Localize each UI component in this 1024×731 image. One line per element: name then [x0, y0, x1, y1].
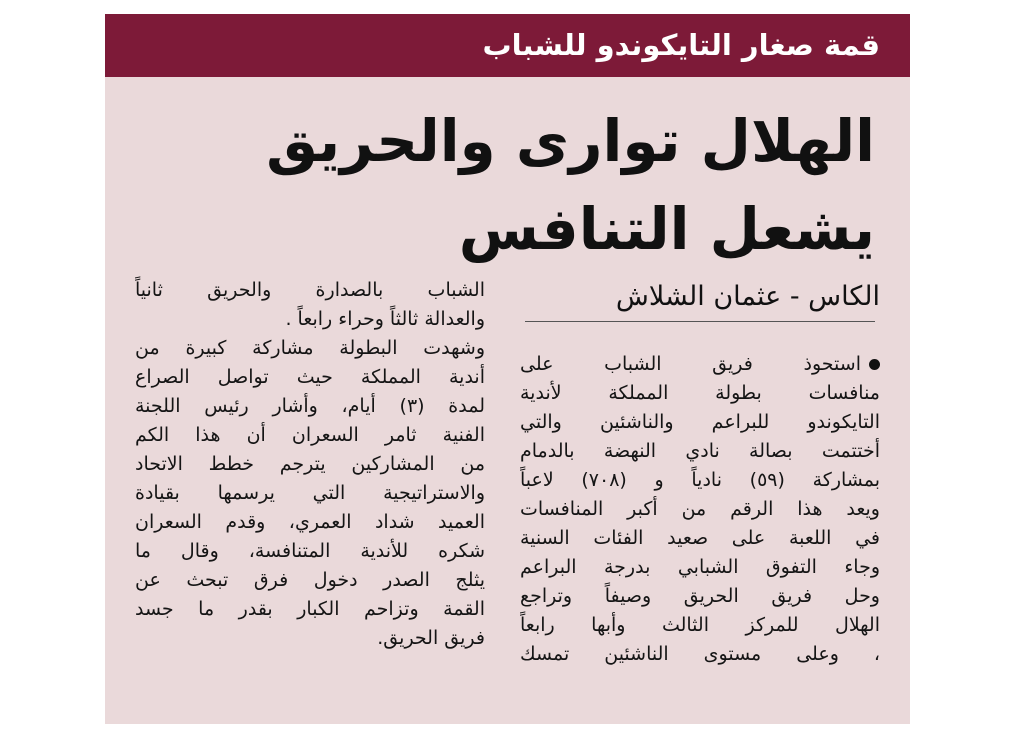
column-line: التايكوندو للبراعم والناشئين والتي	[520, 411, 880, 433]
column-line: يثلج الصدر دخول فرق تبحث عن	[135, 569, 485, 591]
column-line: الشباب بالصدارة والحريق ثانياً	[135, 279, 485, 301]
column-line: شكره للأندية المتنافسة، وقال ما	[135, 540, 485, 562]
column-line: وحل فريق الحريق وصيفاً وتراجع	[520, 585, 880, 607]
column-line: ويعد هذا الرقم من أكبر المنافسات	[520, 498, 880, 520]
section-banner	[105, 14, 910, 77]
column-line: الفنية ثامر السعران أن هذا الكم	[135, 424, 485, 446]
column-line: الهلال للمركز الثالث وأبها رابعاً	[520, 614, 880, 636]
newspaper-clipping	[105, 14, 910, 724]
column-line: والعدالة ثالثاً وحراء رابعاً .	[285, 308, 485, 330]
column-line: في اللعبة على صعيد الفئات السنية	[520, 527, 880, 549]
byline: الكاس - عثمان الشلاش	[615, 281, 880, 312]
column-line: فريق الحريق.	[377, 627, 485, 649]
bullet-icon	[869, 359, 880, 370]
column-line: العميد شداد العمري، وقدم السعران	[135, 511, 485, 533]
column-line: لمدة (٣) أيام، وأشار رئيس اللجنة	[135, 395, 485, 417]
banner-title: قمة صغار التايكوندو للشباب	[482, 28, 880, 62]
article-column-right	[520, 350, 880, 669]
column-line: بمشاركة (٥٩) نادياً و (٧٠٨) لاعباً	[520, 469, 880, 491]
column-line: القمة وتزاحم الكبار بقدر ما جسد	[135, 598, 485, 620]
column-line: أندية المملكة حيث تواصل الصراع	[135, 366, 485, 388]
column-line: وجاء التفوق الشبابي بدرجة البراعم	[520, 556, 880, 578]
column-line: من المشاركين يترجم خطط الاتحاد	[135, 453, 485, 475]
column-line: ، وعلى مستوى الناشئين تمسك	[520, 643, 880, 665]
article-column-left	[135, 276, 485, 653]
column-line: استحوذ فريق الشباب على	[520, 350, 880, 379]
headline-line-2: يشعل التنافس	[458, 195, 875, 263]
column-line: وشهدت البطولة مشاركة كبيرة من	[135, 337, 485, 359]
column-line: والاستراتيجية التي يرسمها بقيادة	[135, 482, 485, 504]
column-line: أختتمت بصالة نادي النهضة بالدمام	[520, 440, 880, 462]
headline-line-1: الهلال توارى والحريق	[266, 107, 875, 175]
byline-divider	[525, 321, 875, 322]
column-line: منافسات بطولة المملكة لأندية	[520, 382, 880, 404]
